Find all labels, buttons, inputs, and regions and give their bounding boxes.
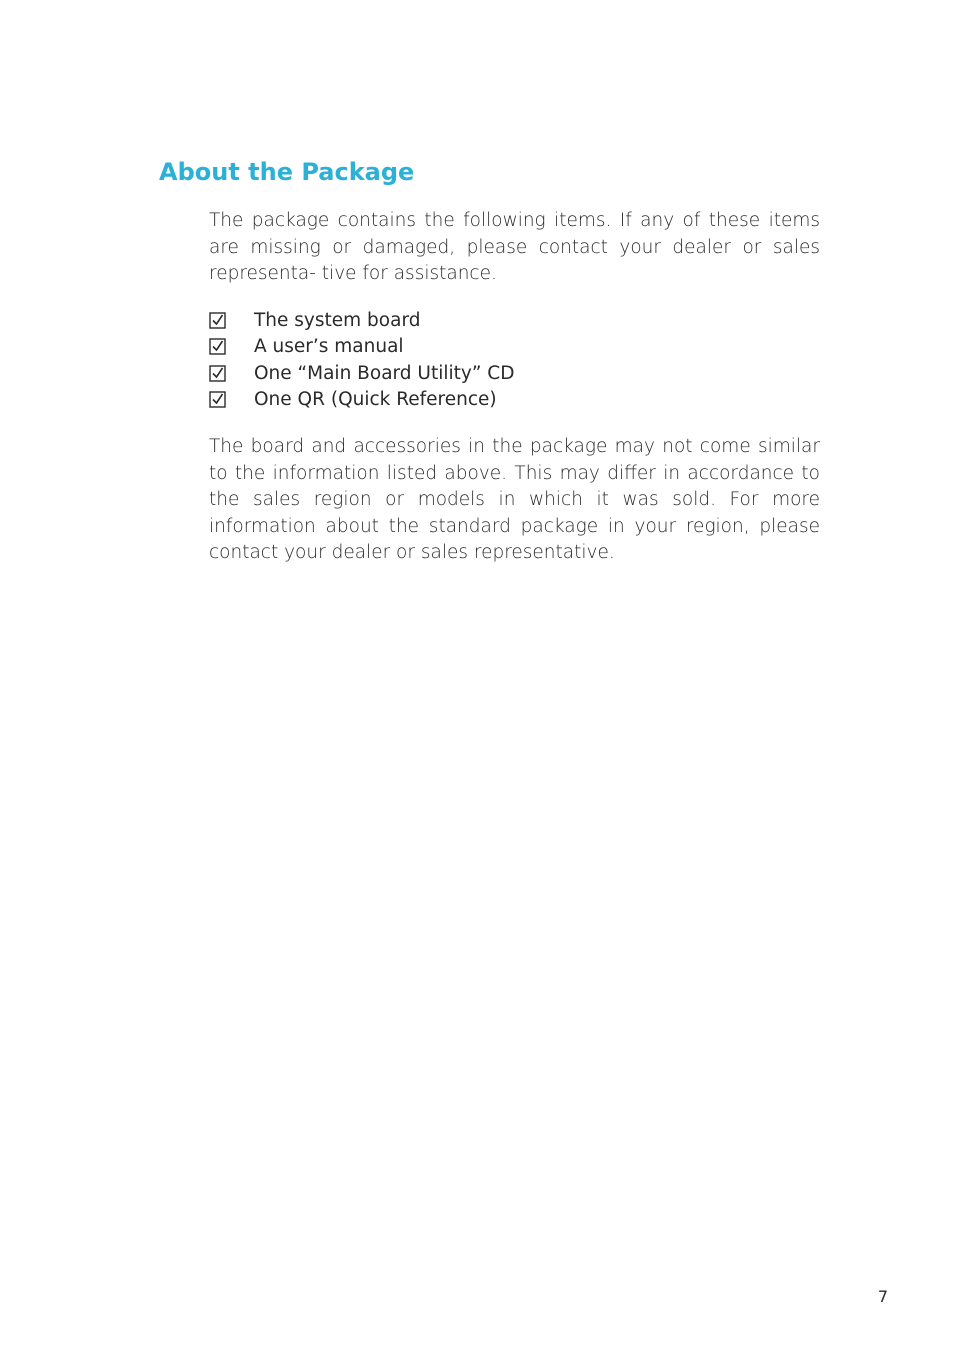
intro-paragraph: The package contains the following items. If any of these items are missing or damaged, please contact your dealer or sales representa- tive for assistance. xyxy=(209,210,820,284)
list-item xyxy=(209,387,514,414)
list-item-label: One QR (Quick Reference) xyxy=(254,389,497,411)
list-item-label: The system board xyxy=(254,309,421,331)
note-paragraph: The board and accessories in the package may not come similar to the information listed above. This may differ in accordance to the sales region or models in which it was sold. For more information about the standard package in your region, please contact your dealer or sales representative. xyxy=(209,436,820,563)
list-item-label: One “Main Board Utility” CD xyxy=(254,362,515,384)
package-contents-list xyxy=(209,307,514,413)
section-heading: About the Package xyxy=(159,158,415,186)
list-item xyxy=(209,307,514,334)
list-item xyxy=(209,360,514,387)
list-item-label: A user’s manual xyxy=(254,336,404,358)
checked-box-icon xyxy=(209,334,229,361)
checked-box-icon xyxy=(209,387,229,414)
checked-box-icon xyxy=(209,360,229,387)
checked-box-icon xyxy=(209,307,229,334)
list-item xyxy=(209,334,514,361)
page-number: 7 xyxy=(877,1287,888,1306)
